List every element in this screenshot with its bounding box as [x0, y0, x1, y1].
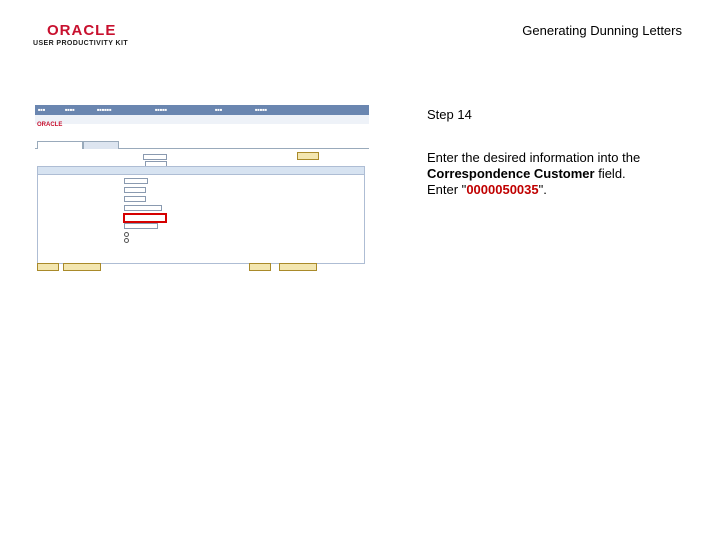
screenshot-panel	[37, 173, 365, 264]
screenshot-tab	[83, 141, 119, 149]
screenshot-radio-1	[124, 232, 129, 237]
instruction-suffix: field.	[594, 166, 626, 181]
entry-value: 0000050035	[466, 182, 539, 197]
enter-prefix: Enter "	[427, 182, 467, 197]
instruction-prefix: Enter the desired information into the	[427, 150, 641, 165]
screenshot-tabs	[35, 140, 369, 149]
step-label: Step 14	[427, 107, 472, 122]
screenshot-asof-date-field	[124, 178, 148, 184]
screenshot-customer-field	[124, 205, 162, 211]
screenshot-save-button	[249, 263, 271, 271]
page-title: Generating Dunning Letters	[522, 23, 682, 38]
upk-logo-subtitle: USER PRODUCTIVITY KIT	[33, 40, 129, 47]
correspondence-customer-field-highlight[interactable]	[123, 213, 167, 223]
screenshot-setid-field	[124, 187, 146, 193]
step-instruction	[427, 150, 687, 198]
screenshot-add-button	[37, 263, 59, 271]
screenshot-run-button	[297, 152, 319, 160]
application-screenshot	[35, 105, 369, 277]
enter-suffix: ".	[538, 182, 547, 197]
screenshot-run-control-field	[143, 154, 167, 160]
screenshot-oracle-logo: ORACLE	[37, 122, 63, 128]
screenshot-radio-2	[124, 238, 129, 243]
screenshot-unit-field	[124, 196, 146, 202]
field-name: Correspondence Customer	[427, 166, 595, 181]
screenshot-processing-field	[124, 223, 158, 229]
oracle-logo-text: ORACLE	[47, 22, 117, 39]
oracle-upk-logo	[33, 24, 128, 47]
screenshot-update-button	[63, 263, 101, 271]
screenshot-subbar	[35, 115, 369, 124]
screenshot-tab-active	[37, 141, 83, 149]
screenshot-menubar: ■■■ ■■■■ ■■■■■■ ■■■■■ ■■■ ■■■■■	[35, 105, 369, 115]
screenshot-return-button	[279, 263, 317, 271]
